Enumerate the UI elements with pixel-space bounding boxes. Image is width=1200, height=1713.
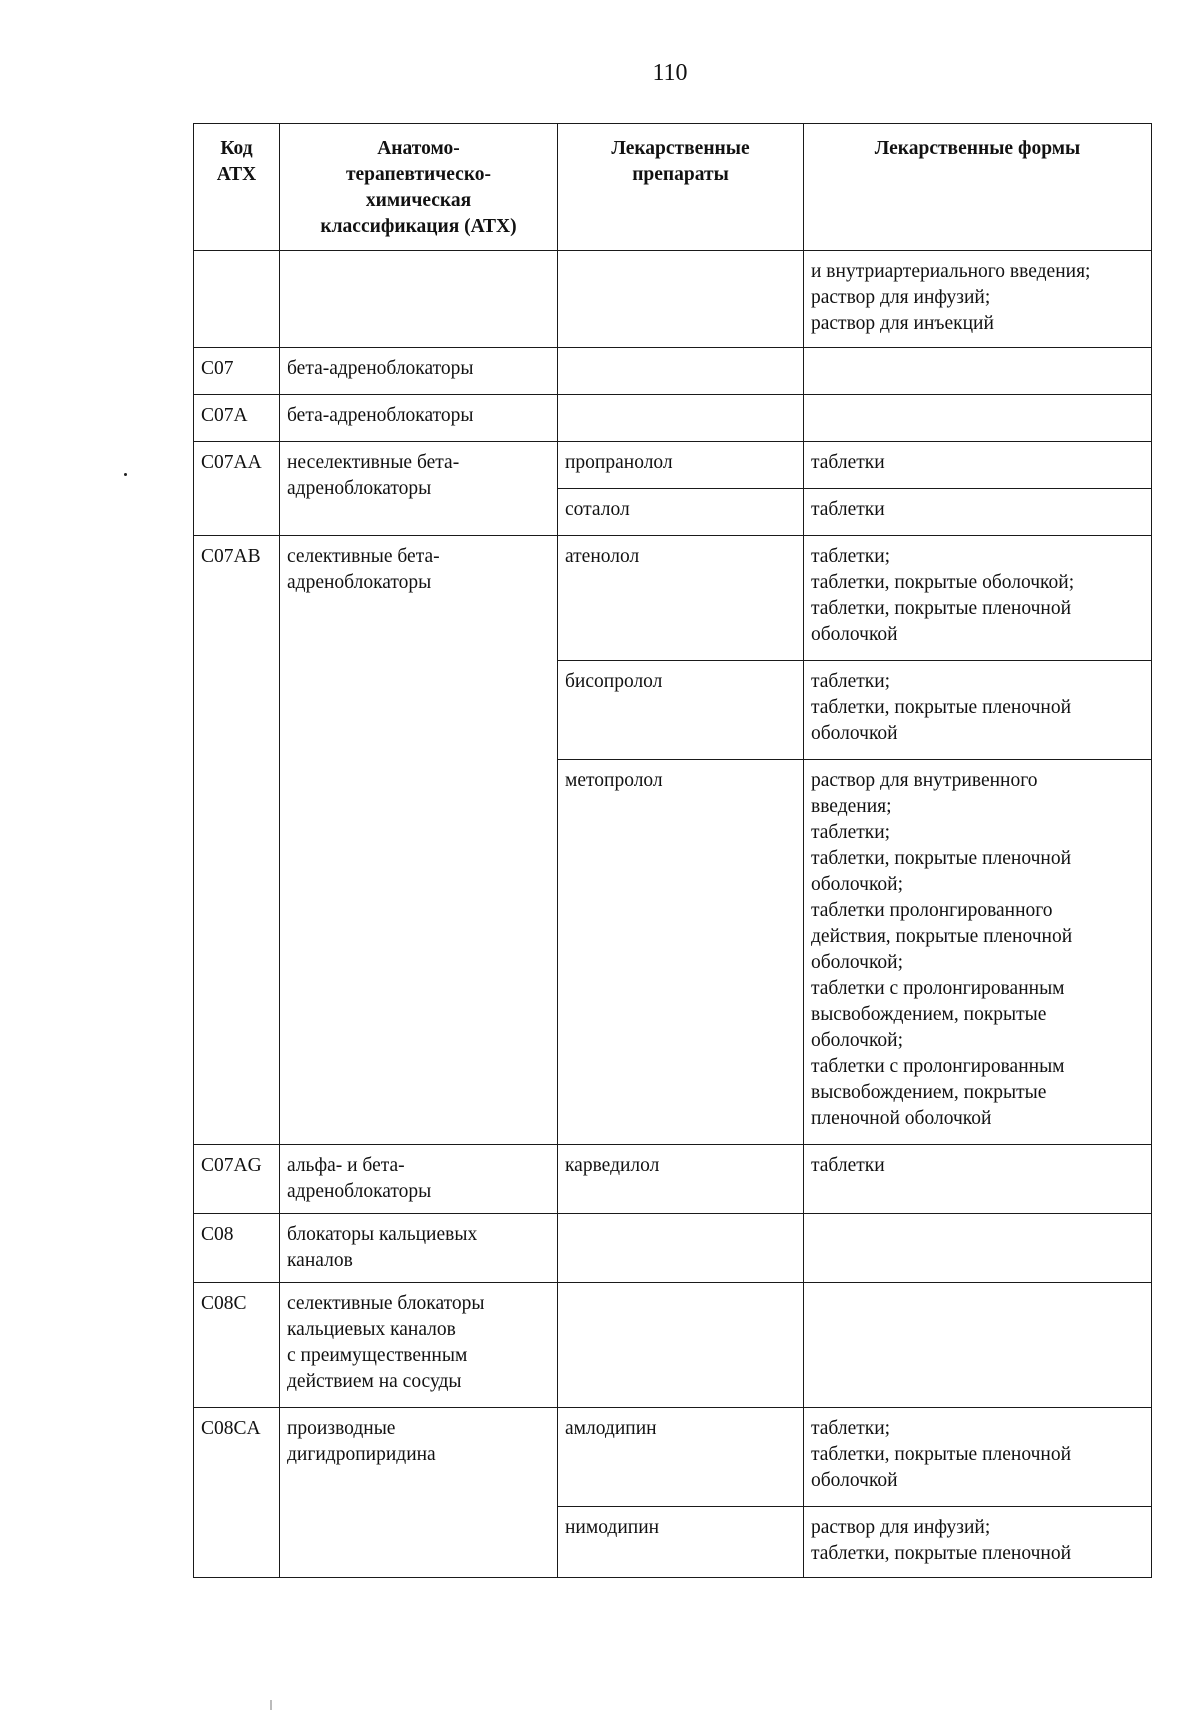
cell-forms — [804, 1283, 1152, 1408]
cell-forms: таблетки; таблетки, покрытые пленочной оболочкой — [804, 1408, 1152, 1507]
cell-code: C07AG — [194, 1145, 280, 1214]
header-classification: Анатомо- терапевтическо- химическая классификация (АТХ) — [280, 124, 558, 251]
cell-drug — [558, 251, 804, 348]
table-row — [194, 1408, 1152, 1507]
table-row — [194, 1214, 1152, 1283]
cell-code: C07A — [194, 395, 280, 442]
cell-forms: таблетки — [804, 489, 1152, 536]
cell-classification: неселективные бета- адреноблокаторы — [280, 442, 558, 536]
cell-code: C08C — [194, 1283, 280, 1408]
cell-forms — [804, 395, 1152, 442]
header-drugs: Лекарственные препараты — [558, 124, 804, 251]
cell-drug: метопролол — [558, 760, 804, 1145]
cell-drug: нимодипин — [558, 1507, 804, 1578]
cell-classification — [280, 251, 558, 348]
cell-forms: таблетки; таблетки, покрытые оболочкой; таблетки, покрытые пленочной оболочкой — [804, 536, 1152, 661]
cell-forms — [804, 1214, 1152, 1283]
cell-drug: амлодипин — [558, 1408, 804, 1507]
cell-drug — [558, 1283, 804, 1408]
table-row — [194, 1283, 1152, 1408]
cell-classification: альфа- и бета- адреноблокаторы — [280, 1145, 558, 1214]
cell-code: C08CA — [194, 1408, 280, 1578]
cell-forms — [804, 348, 1152, 395]
cell-code: C07 — [194, 348, 280, 395]
cell-forms: раствор для инфузий; таблетки, покрытые пленочной — [804, 1507, 1152, 1578]
cell-classification: селективные бета- адреноблокаторы — [280, 536, 558, 1145]
table-row — [194, 395, 1152, 442]
cell-drug — [558, 1214, 804, 1283]
cell-drug — [558, 348, 804, 395]
cell-code: C07AA — [194, 442, 280, 536]
cell-drug: соталол — [558, 489, 804, 536]
cell-drug — [558, 395, 804, 442]
cell-code — [194, 251, 280, 348]
cell-classification: производные дигидропиридина — [280, 1408, 558, 1578]
cell-forms: таблетки; таблетки, покрытые пленочной оболочкой — [804, 661, 1152, 760]
cell-classification: блокаторы кальциевых каналов — [280, 1214, 558, 1283]
page-number: 110 — [652, 60, 688, 86]
table-row — [194, 536, 1152, 661]
cell-drug: атенолол — [558, 536, 804, 661]
cell-drug: карведилол — [558, 1145, 804, 1214]
header-code: Код АТХ — [194, 124, 280, 251]
cell-drug: бисопролол — [558, 661, 804, 760]
cell-forms: раствор для внутривенного введения; таблетки; таблетки, покрытые пленочной оболочкой; таблетки пролонгированного действия, покрытые пленочной оболочкой; таблетки с пролонгированным высвобождением, покрытые оболочкой; таблетки с пролонгированным высвобождением, покрытые пленочной оболочкой — [804, 760, 1152, 1145]
header-forms: Лекарственные формы — [804, 124, 1152, 251]
cell-forms: таблетки — [804, 1145, 1152, 1214]
scan-artifact — [270, 1700, 272, 1710]
cell-classification: бета-адреноблокаторы — [280, 395, 558, 442]
cell-forms: и внутриартериального введения; раствор для инфузий; раствор для инъекций — [804, 251, 1152, 348]
cell-code: C07AB — [194, 536, 280, 1145]
cell-forms: таблетки — [804, 442, 1152, 489]
table-header-row — [194, 124, 1152, 251]
cell-classification: селективные блокаторы кальциевых каналов с преимущественным действием на сосуды — [280, 1283, 558, 1408]
cell-code: C08 — [194, 1214, 280, 1283]
cell-drug: пропранолол — [558, 442, 804, 489]
table-row — [194, 442, 1152, 489]
atx-classification-table — [193, 123, 1152, 1578]
table-row — [194, 348, 1152, 395]
table-row — [194, 1145, 1152, 1214]
cell-classification: бета-адреноблокаторы — [280, 348, 558, 395]
scan-speck — [124, 473, 127, 476]
table-row — [194, 251, 1152, 348]
